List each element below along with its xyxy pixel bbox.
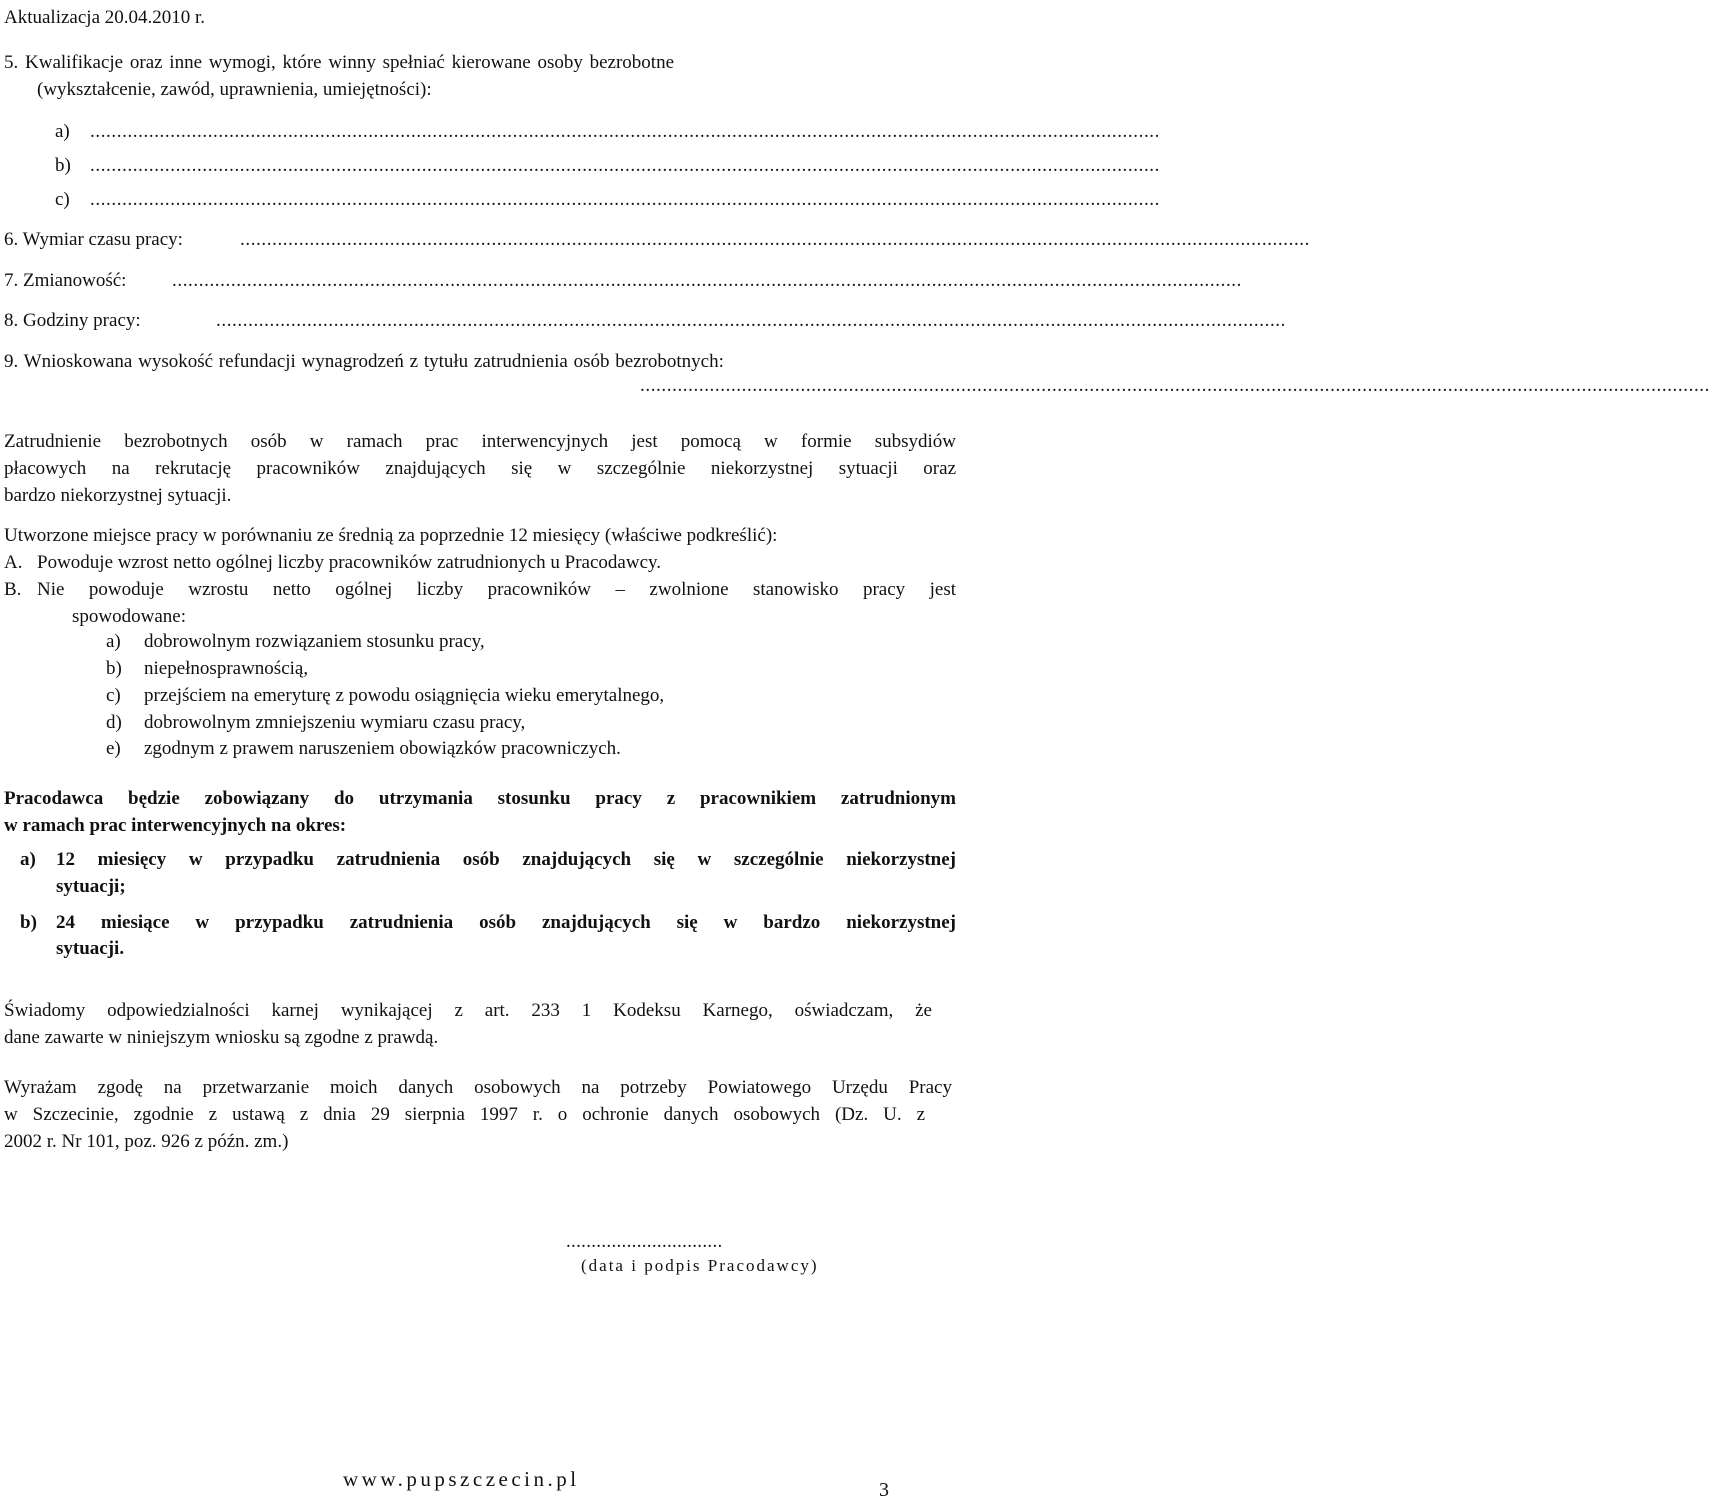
- reason-b-text: niepełnosprawnością,: [144, 658, 309, 679]
- section-5-item-b-blank[interactable]: ........................................................................................................................................................................................................: [90, 155, 1160, 176]
- reason-e-text: zgodnym z prawem naruszeniem obowiązków pracowniczych.: [144, 738, 621, 759]
- consent-line-1: Wyrażam zgodę na przetwarzanie moich danych osobowych na potrzeby Powiatowego Urzędu Pracy: [4, 1077, 952, 1098]
- declaration-line-2: dane zawarte w niniejszym wniosku są zgodne z prawdą.: [4, 1027, 439, 1048]
- obligation-b-line-1: 24 miesiące w przypadku zatrudnienia osób znajdujących się w bardzo niekorzystnej: [56, 912, 956, 933]
- section-5-item-c-blank[interactable]: ........................................................................................................................................................................................................: [90, 189, 1160, 210]
- reason-e-letter: e): [106, 738, 121, 759]
- info-paragraph-line-1: Zatrudnienie bezrobotnych osób w ramach prac interwencyjnych jest pomocą w formie subsydiów: [4, 431, 956, 452]
- section-6-label: 6. Wymiar czasu pracy:: [4, 229, 183, 250]
- reason-c-letter: c): [106, 685, 121, 706]
- info-paragraph-line-3: bardzo niekorzystnej sytuacji.: [4, 485, 232, 506]
- reason-a-letter: a): [106, 631, 121, 652]
- option-b-text-line-2: spowodowane:: [72, 606, 186, 627]
- signature-blank[interactable]: ...............................: [566, 1231, 723, 1252]
- section-7-label: 7. Zmianowość:: [4, 270, 127, 291]
- option-a-text[interactable]: Powoduje wzrost netto ogólnej liczby pracowników zatrudnionych u Pracodawcy.: [37, 552, 662, 573]
- obligation-a-line-1: 12 miesięcy w przypadku zatrudnienia osób znajdujących się w szczególnie niekorzystnej: [56, 849, 956, 870]
- obligation-line-1: Pracodawca będzie zobowiązany do utrzymania stosunku pracy z pracownikiem zatrudnionym: [4, 788, 956, 809]
- option-a-letter[interactable]: A.: [4, 552, 23, 573]
- reason-d-letter: d): [106, 712, 122, 733]
- section-6-blank[interactable]: ........................................................................................................................................................................................................: [240, 229, 1310, 250]
- section-8-label: 8. Godziny pracy:: [4, 310, 141, 331]
- section-7-blank[interactable]: ........................................................................................................................................................................................................: [172, 270, 1242, 291]
- workplace-comparison-question: Utworzone miejsce pracy w porównaniu ze średnią za poprzednie 12 miesięcy (właściwe podkreślić):: [4, 525, 778, 546]
- page-number: 3: [879, 1479, 889, 1501]
- reason-d-text: dobrowolnym zmniejszeniu wymiaru czasu pracy,: [144, 712, 526, 733]
- consent-line-2: w Szczecinie, zgodnie z ustawą z dnia 29 sierpnia 1997 r. o ochronie danych osobowych (Dz. U. z: [4, 1104, 925, 1125]
- obligation-a-letter: a): [20, 849, 36, 870]
- reason-c-text: przejściem na emeryturę z powodu osiągnięcia wieku emerytalnego,: [144, 685, 665, 706]
- section-9-blank[interactable]: ........................................................................................................................................................................................................: [640, 375, 1710, 396]
- section-5-item-b-label: b): [55, 155, 71, 176]
- section-5-title-continued: (wykształcenie, zawód, uprawnienia, umiejętności):: [37, 79, 432, 100]
- obligation-line-2: w ramach prac interwencyjnych na okres:: [4, 815, 347, 836]
- update-date-header: Aktualizacja 20.04.2010 r.: [4, 7, 206, 28]
- reason-a-text: dobrowolnym rozwiązaniem stosunku pracy,: [144, 631, 485, 652]
- reason-b-letter: b): [106, 658, 122, 679]
- section-9-label: 9. Wnioskowana wysokość refundacji wynagrodzeń z tytułu zatrudnienia osób bezrobotnych:: [4, 351, 724, 372]
- signature-caption: (data i podpis Pracodawcy): [581, 1256, 819, 1275]
- obligation-b-letter: b): [20, 912, 37, 933]
- declaration-line-1: Świadomy odpowiedzialności karnej wynikającej z art. 233 1 Kodeksu Karnego, oświadczam, że: [4, 1000, 932, 1021]
- section-8-blank[interactable]: ........................................................................................................................................................................................................: [216, 310, 1286, 331]
- option-b-text-line-1[interactable]: Nie powoduje wzrostu netto ogólnej liczby pracowników – zwolnione stanowisko pracy jest: [37, 579, 956, 600]
- section-5-item-a-blank[interactable]: ........................................................................................................................................................................................................: [90, 121, 1160, 142]
- section-5-item-a-label: a): [55, 121, 70, 142]
- obligation-a-line-2: sytuacji;: [56, 876, 126, 897]
- option-b-letter[interactable]: B.: [4, 579, 22, 600]
- section-5-title: 5. Kwalifikacje oraz inne wymogi, które winny spełniać kierowane osoby bezrobotne: [4, 52, 675, 73]
- section-5-item-c-label: c): [55, 189, 70, 210]
- footer-website: www.pupszczecin.pl: [343, 1467, 580, 1491]
- info-paragraph-line-2: płacowych na rekrutację pracowników znajdujących się w szczególnie niekorzystnej sytuacji oraz: [4, 458, 956, 479]
- consent-line-3: 2002 r. Nr 101, poz. 926 z późn. zm.): [4, 1131, 289, 1152]
- obligation-b-line-2: sytuacji.: [56, 938, 125, 959]
